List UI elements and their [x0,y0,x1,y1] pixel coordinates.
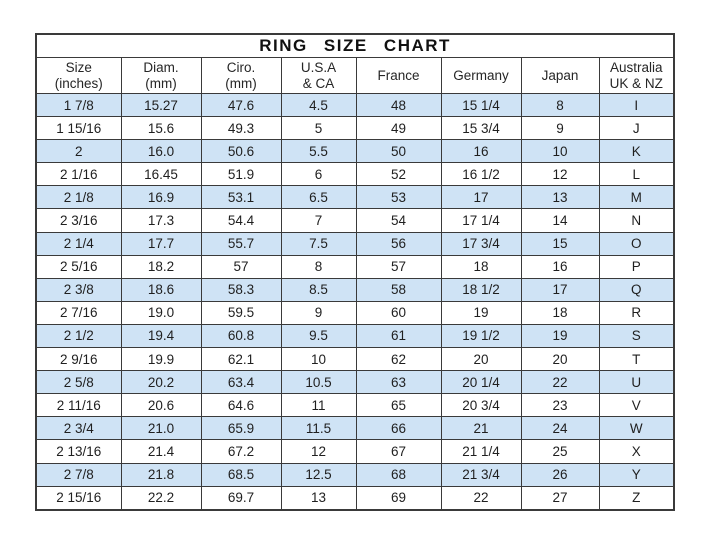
table-cell: 10.5 [281,371,356,394]
table-cell: U [599,371,674,394]
column-header: France [356,58,441,94]
table-cell: 5 [281,117,356,140]
table-row [36,394,674,417]
chart-title: RING SIZE CHART [36,34,674,58]
column-header: Size (inches) [36,58,121,94]
table-cell: 55.7 [201,232,281,255]
table-cell: R [599,301,674,324]
table-cell: 21 [441,417,521,440]
table-cell: 20 [521,348,599,371]
table-cell: 21 1/4 [441,440,521,463]
table-cell: 19.0 [121,301,201,324]
table-row [36,186,674,209]
table-cell: 18 [441,255,521,278]
table-cell: S [599,324,674,347]
table-cell: 19.4 [121,324,201,347]
table-cell: 10 [521,140,599,163]
table-row [36,278,674,301]
table-row [36,140,674,163]
table-cell: 2 1/4 [36,232,121,255]
table-cell: 10 [281,348,356,371]
table-cell: 2 5/8 [36,371,121,394]
table-cell: 65 [356,394,441,417]
table-cell: 51.9 [201,163,281,186]
table-cell: T [599,348,674,371]
table-cell: 2 5/16 [36,255,121,278]
table-cell: 1 15/16 [36,117,121,140]
table-cell: 2 1/2 [36,324,121,347]
table-cell: 21.8 [121,463,201,486]
table-cell: 12.5 [281,463,356,486]
table-cell: 59.5 [201,301,281,324]
table-cell: 54.4 [201,209,281,232]
table-cell: 1 7/8 [36,94,121,117]
column-header: Australia UK & NZ [599,58,674,94]
table-cell: 64.6 [201,394,281,417]
table-cell: 19 [521,324,599,347]
table-cell: 2 3/4 [36,417,121,440]
table-cell: 2 15/16 [36,486,121,510]
table-row [36,117,674,140]
table-cell: 65.9 [201,417,281,440]
table-cell: 49 [356,117,441,140]
table-cell: 49.3 [201,117,281,140]
table-cell: 47.6 [201,94,281,117]
table-cell: 19 1/2 [441,324,521,347]
table-cell: Q [599,278,674,301]
table-cell: 16.9 [121,186,201,209]
table-cell: 62 [356,348,441,371]
table-cell: 9 [281,301,356,324]
table-cell: 52 [356,163,441,186]
table-cell: 20 1/4 [441,371,521,394]
table-cell: 61 [356,324,441,347]
table-cell: 11.5 [281,417,356,440]
table-cell: 12 [281,440,356,463]
ring-size-chart-table [35,33,675,511]
table-cell: 16 [441,140,521,163]
table-cell: 2 7/16 [36,301,121,324]
table-cell: 22 [441,486,521,510]
table-cell: 50.6 [201,140,281,163]
table-row [36,94,674,117]
table-cell: 18 1/2 [441,278,521,301]
table-cell: 12 [521,163,599,186]
table-cell: N [599,209,674,232]
table-cell: 2 1/8 [36,186,121,209]
table-row [36,417,674,440]
table-cell: P [599,255,674,278]
column-header: Japan [521,58,599,94]
title-row [36,34,674,58]
table-cell: 23 [521,394,599,417]
table-cell: 17 3/4 [441,232,521,255]
column-header: Diam. (mm) [121,58,201,94]
table-cell: 15 [521,232,599,255]
table-cell: 17 [521,278,599,301]
table-cell: 67.2 [201,440,281,463]
table-cell: 13 [521,186,599,209]
table-cell: L [599,163,674,186]
table-row [36,232,674,255]
table-cell: 2 3/8 [36,278,121,301]
table-cell: 18.6 [121,278,201,301]
table-row [36,324,674,347]
table-cell: 50 [356,140,441,163]
table-cell: 20 3/4 [441,394,521,417]
table-row [36,463,674,486]
table-cell: 27 [521,486,599,510]
table-cell: 21.4 [121,440,201,463]
table-cell: 14 [521,209,599,232]
table-row [36,486,674,510]
table-cell: K [599,140,674,163]
table-cell: 22.2 [121,486,201,510]
table-cell: 2 3/16 [36,209,121,232]
table-cell: 9 [521,117,599,140]
table-cell: 66 [356,417,441,440]
table-cell: 7.5 [281,232,356,255]
table-cell: V [599,394,674,417]
table-row [36,348,674,371]
table-cell: 22 [521,371,599,394]
table-cell: 4.5 [281,94,356,117]
table-body [36,94,674,510]
table-cell: 5.5 [281,140,356,163]
table-cell: 21.0 [121,417,201,440]
table-cell: 17.3 [121,209,201,232]
table-cell: 58.3 [201,278,281,301]
table-cell: 54 [356,209,441,232]
table-cell: 26 [521,463,599,486]
table-row [36,440,674,463]
table-cell: 60 [356,301,441,324]
table-cell: 20 [441,348,521,371]
table-cell: 18 [521,301,599,324]
table-row [36,209,674,232]
table-cell: 2 9/16 [36,348,121,371]
table-cell: 68.5 [201,463,281,486]
table-cell: 6.5 [281,186,356,209]
table-cell: 17 [441,186,521,209]
column-header-row [36,58,674,94]
table-row [36,255,674,278]
table-cell: 13 [281,486,356,510]
table-cell: 16.45 [121,163,201,186]
table-cell: 6 [281,163,356,186]
table-cell: 16 [521,255,599,278]
table-cell: 19.9 [121,348,201,371]
table-cell: 48 [356,94,441,117]
table-cell: 2 11/16 [36,394,121,417]
table-cell: 17.7 [121,232,201,255]
table-cell: 68 [356,463,441,486]
table-cell: Y [599,463,674,486]
table-cell: 16.0 [121,140,201,163]
table-cell: I [599,94,674,117]
table-cell: 2 13/16 [36,440,121,463]
table-cell: 2 7/8 [36,463,121,486]
table-cell: 21 3/4 [441,463,521,486]
table-cell: Z [599,486,674,510]
table-cell: O [599,232,674,255]
column-header: Germany [441,58,521,94]
table-cell: 57 [356,255,441,278]
table-cell: 69 [356,486,441,510]
table-cell: 15 1/4 [441,94,521,117]
table-row [36,301,674,324]
column-header: U.S.A & CA [281,58,356,94]
table-cell: 67 [356,440,441,463]
table-cell: 57 [201,255,281,278]
table-cell: 16 1/2 [441,163,521,186]
table-cell: 15.27 [121,94,201,117]
table-cell: X [599,440,674,463]
table-cell: 53.1 [201,186,281,209]
table-cell: M [599,186,674,209]
table-cell: J [599,117,674,140]
table-cell: 58 [356,278,441,301]
table-cell: 56 [356,232,441,255]
table-cell: 20.2 [121,371,201,394]
table-cell: 11 [281,394,356,417]
table-cell: 62.1 [201,348,281,371]
table-cell: 9.5 [281,324,356,347]
table-cell: 18.2 [121,255,201,278]
table-cell: 7 [281,209,356,232]
table-cell: 60.8 [201,324,281,347]
table-cell: 69.7 [201,486,281,510]
table-cell: 2 1/16 [36,163,121,186]
table-row [36,163,674,186]
table-cell: 25 [521,440,599,463]
table-cell: 53 [356,186,441,209]
table-cell: 20.6 [121,394,201,417]
table-row [36,371,674,394]
table-cell: 2 [36,140,121,163]
table-cell: 8 [281,255,356,278]
table-cell: 63.4 [201,371,281,394]
table-cell: 63 [356,371,441,394]
table-cell: 17 1/4 [441,209,521,232]
table-cell: 8 [521,94,599,117]
table-cell: 19 [441,301,521,324]
column-header: Ciro. (mm) [201,58,281,94]
table-cell: 24 [521,417,599,440]
table-cell: 8.5 [281,278,356,301]
table-cell: 15.6 [121,117,201,140]
table-cell: W [599,417,674,440]
table-cell: 15 3/4 [441,117,521,140]
